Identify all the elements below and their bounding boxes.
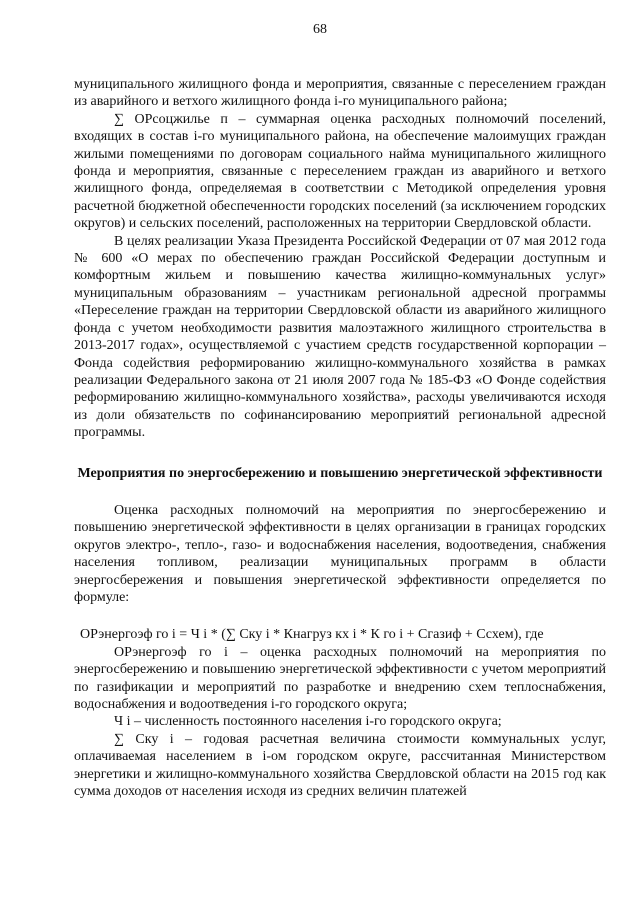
definition-sku: ∑ Ску i – годовая расчетная величина стоимости коммунальных услуг, оплачиваемая населением в i-ом городском округе, рассчитанная Министерством энергетики и жилищно-коммунального хозяйства Свердловской области на 2015 год как сумма доходов от населения исходя из средних величин платежей	[74, 731, 606, 800]
paragraph-intro: Оценка расходных полномочий на мероприятия по энергосбережению и повышению энергетической эффективности в целях организации в границах городских округов электро-, тепло-, газо- и водоснабжения населения, водоотведения, снабжения населения топливом, реализации муниципальных программ в области энергосбережения и повышения энергетической эффективности определяется по формуле:	[74, 502, 606, 605]
page-number: 68	[313, 22, 327, 37]
paragraph-decree-600: В целях реализации Указа Президента Российской Федерации от 07 мая 2012 года № 600 «О мерах по обеспечению граждан Российской Федерации доступным и комфортным жильем и повышению качества жилищно-коммунальных услуг» муниципальным образованиям – участникам региональной адресной программы «Переселение граждан на территории Свердловской области из аварийного жилищного фонда с учетом необходимости развития малоэтажного жилищного строительства в 2013-2017 годах», осуществляемой с участием средств государственной корпорации – Фонда содействия реформированию жилищно-коммунального хозяйства в рамках реализации Федерального закона от 21 июля 2007 года № 185-ФЗ «О Фонде содействия реформированию жилищно-коммунального хозяйства», расходы увеличиваются исходя из доли обязательств по софинансированию мероприятий региональной адресной программы.	[74, 233, 606, 441]
definition-orenergoef: ОРэнергоэф го i – оценка расходных полномочий на мероприятия по энергосбережению и повышению энергетической эффективности с учетом мероприятий по газификации и мероприятий по разработке и внедрению схем теплоснабжения, водоснабжения и водоотведения i-го городского округа;	[74, 644, 606, 712]
document-body	[74, 76, 606, 800]
formula: ОРэнергоэф го i = Ч i * (∑ Ску i * Кнагруз кх i * К го i + Сгазиф + Ссхем), где	[80, 627, 544, 643]
paragraph-orsoczhilie: ∑ ОРсоцжилье п – суммарная оценка расходных полномочий поселений, входящих в состав i-го муниципального района, на обеспечение малоимущих граждан жилыми помещениями по договорам социального найма муниципального жилищного фонда и мероприятия, связанные с переселением граждан из аварийного и ветхого жилищного фонда, определяемая в соответствии с Методикой определения уровня расчетной бюджетной обеспеченности городских поселений (за исключением городских округов) и сельских поселений, расположенных на территории Свердловской области.	[74, 111, 606, 232]
definition-ch: Ч i – численность постоянного населения i-го городского округа;	[114, 714, 502, 730]
paragraph-continuation: муниципального жилищного фонда и мероприятия, связанные с переселением граждан из аварийного и ветхого жилищного фонда i-го муниципального района;	[74, 77, 606, 110]
section-heading: Мероприятия по энергосбережению и повышению энергетической эффективности	[77, 465, 603, 481]
